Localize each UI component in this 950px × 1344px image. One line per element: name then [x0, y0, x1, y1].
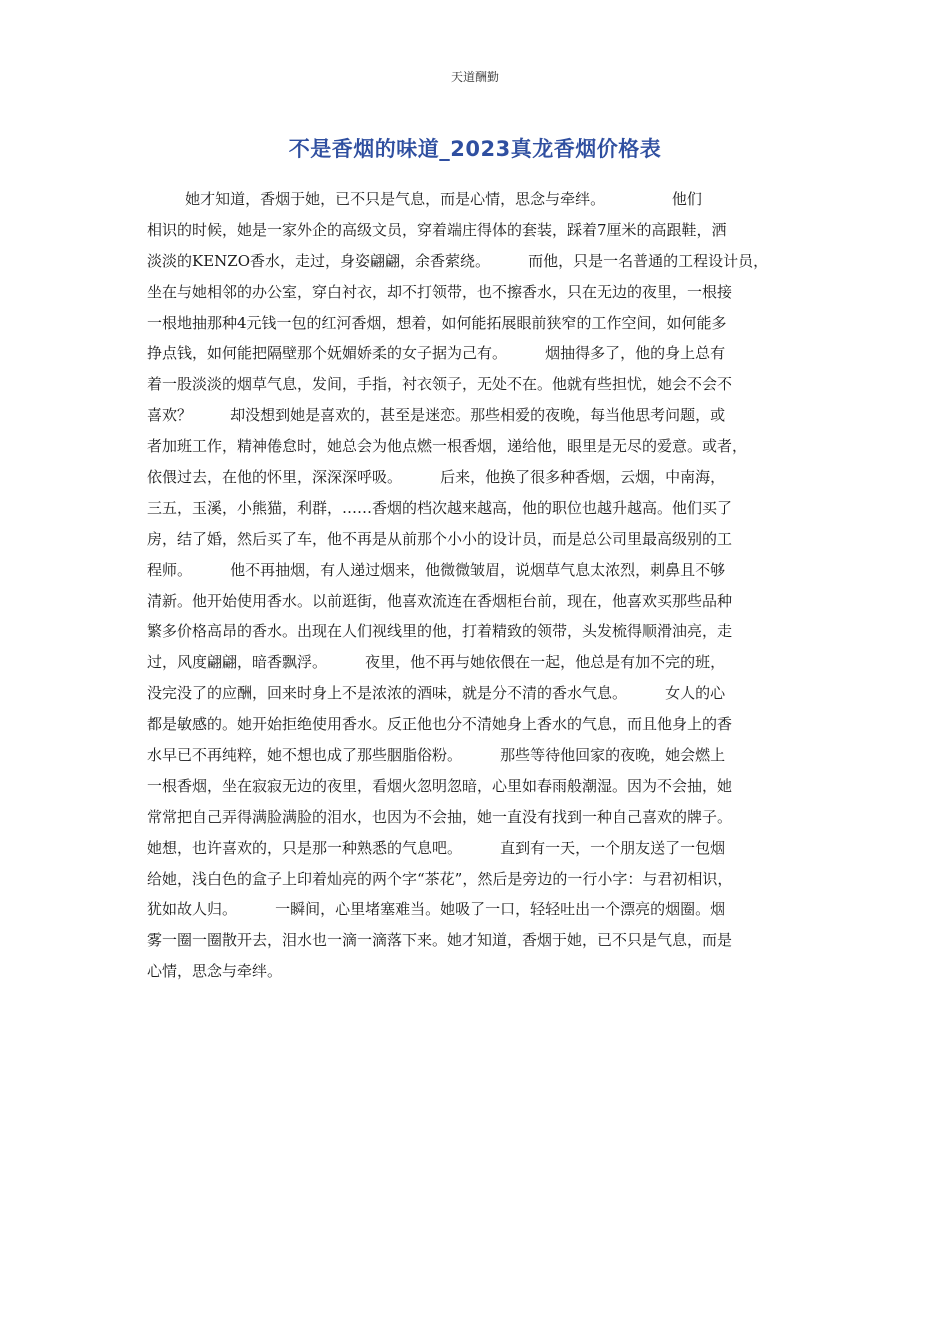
body-line: 一根地抽那种4元钱一包的红河香烟，想着，如何能拓展眼前狭窄的工作空间，如何能多	[147, 313, 727, 332]
body-line: 她才知道，香烟于她，已不只是气息，而是心情，思念与牵绊。 他们	[147, 190, 702, 208]
body-line: 程师。 他不再抽烟，有人递过烟来，他微微皱眉，说烟草气息太浓烈，刺鼻且不够	[147, 560, 726, 579]
document-title: 不是香烟的味道_2023真龙香烟价格表	[288, 137, 662, 161]
body-line: 坐在与她相邻的办公室，穿白衬衣，却不打领带，也不擦香水，只在无边的夜里，一根接	[147, 282, 733, 301]
body-line: 水早已不再纯粹，她不想也成了那些胭脂俗粉。 那些等待他回家的夜晚，她会燃上	[147, 746, 726, 765]
body-line: 犹如故人归。 一瞬间，心里堵塞难当。她吸了一口，轻轻吐出一个漂亮的烟圈。烟	[147, 900, 726, 919]
body-line: 者加班工作，精神倦怠时，她总会为他点燃一根香烟，递给他，眼里是无尽的爱意。或者，	[147, 437, 748, 456]
body-line: 依偎过去，在他的怀里，深深深呼吸。 后来，他换了很多种香烟，云烟，中南海，	[147, 468, 726, 487]
body-line: 挣点钱，如何能把隔壁那个妩媚娇柔的女子据为己有。 烟抽得多了，他的身上总有	[147, 344, 726, 363]
body-line: 没完没了的应酬，回来时身上不是浓浓的酒味，就是分不清的香水气息。 女人的心	[147, 684, 726, 703]
body-line: 她想，也许喜欢的，只是那一种熟悉的气息吧。 直到有一天，一个朋友送了一包烟	[147, 838, 726, 857]
body-line: 过，风度翩翩，暗香飘浮。 夜里，他不再与她依偎在一起，他总是有加不完的班，	[147, 653, 726, 672]
body-line: 一根香烟，坐在寂寂无边的夜里，看烟火忽明忽暗，心里如春雨般潮湿。因为不会抽，她	[147, 776, 733, 795]
body-line: 着一股淡淡的烟草气息，发间，手指，衬衣领子，无处不在。他就有些担忧，她会不会不	[147, 375, 733, 394]
body-line: 雾一圈一圈散开去，泪水也一滴一滴落下来。她才知道，香烟于她，已不只是气息，而是	[147, 931, 733, 950]
body-line: 都是敏感的。她开始拒绝使用香水。反正他也分不清她身上香水的气息，而且他身上的香	[147, 715, 733, 734]
body-line: 心情，思念与牵绊。	[147, 962, 283, 981]
body-line: 喜欢？ 却没想到她是喜欢的，甚至是迷恋。那些相爱的夜晚，每当他思考问题，或	[147, 406, 726, 425]
body-line: 相识的时候，她是一家外企的高级文员，穿着端庄得体的套装，踩着7厘米的高跟鞋，洒	[147, 220, 727, 239]
body-line: 清新。他开始使用香水。以前逛街，他喜欢流连在香烟柜台前，现在，他喜欢买那些品种	[147, 591, 733, 610]
page-header: 天道酬勤	[450, 70, 499, 84]
body-line: 房，结了婚，然后买了车，他不再是从前那个小小的设计员，而是总公司里最高级别的工	[147, 529, 733, 548]
body-line: 繁多价格高昂的香水。出现在人们视线里的他，打着精致的领带，头发梳得顺滑油亮，走	[147, 622, 733, 641]
article-body	[147, 184, 815, 987]
body-line: 常常把自己弄得满脸满脸的泪水，也因为不会抽，她一直没有找到一种自己喜欢的牌子。	[147, 807, 733, 826]
body-line: 三五，玉溪，小熊猫，利群，……香烟的档次越来越高，他的职位也越升越高。他们买了	[147, 498, 733, 517]
body-line: 淡淡的KENZO香水，走过，身姿翩翩，余香萦绕。 而他，只是一名普通的工程设计员，	[147, 251, 769, 270]
body-line: 给她，浅白色的盒子上印着灿亮的两个字“茶花”，然后是旁边的一行小字：与君初相识，	[147, 869, 733, 888]
